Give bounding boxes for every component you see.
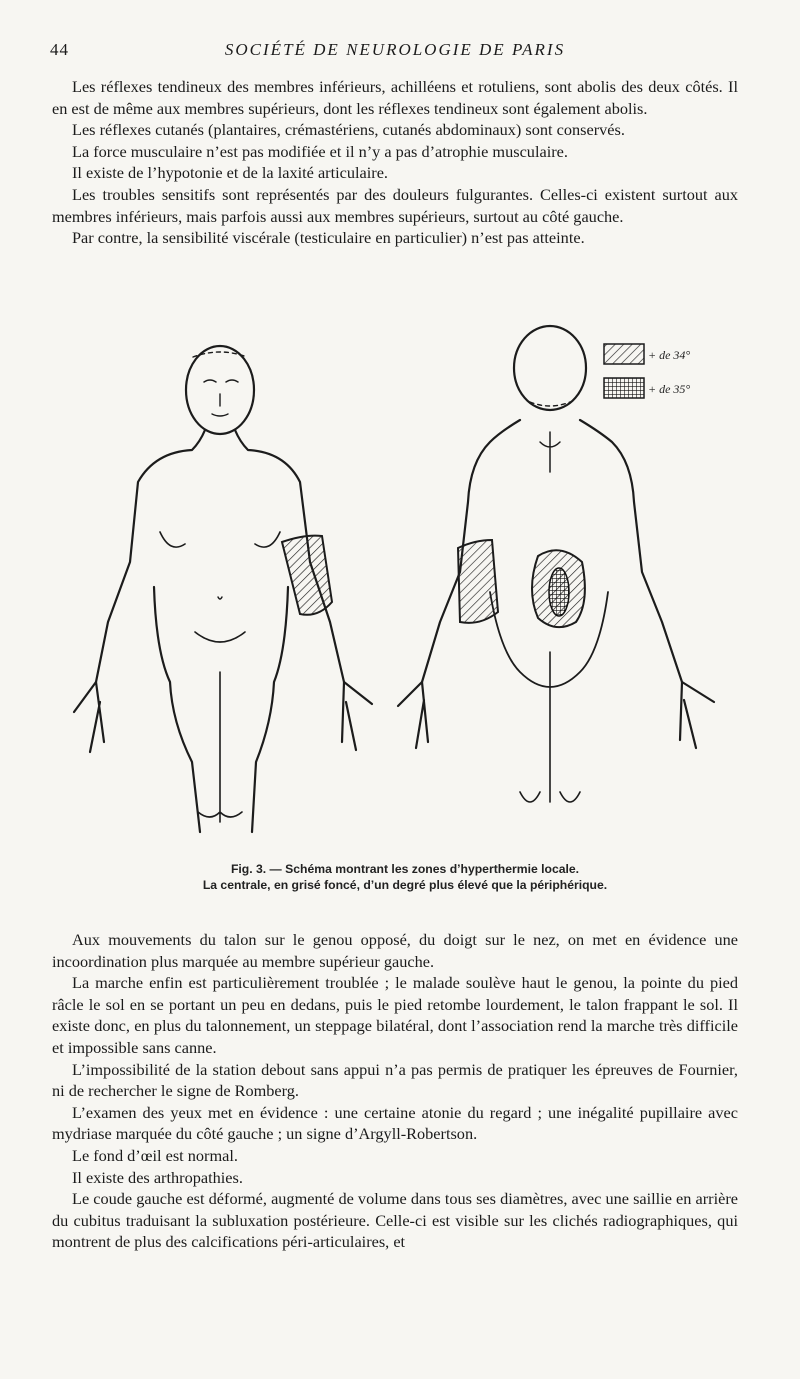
caption-line: Fig. 3. — Schéma montrant les zones d’hyperthermie locale.	[230, 862, 580, 876]
hyperthermia-zone-back-lumbar	[532, 550, 585, 627]
legend-label: + de 35°	[648, 382, 691, 396]
paragraph: La force musculaire n’est pas modifiée et il n’y a pas d’atrophie musculaire.	[72, 141, 568, 161]
figure-legend	[604, 344, 690, 398]
paragraph: Aux mouvements du talon sur le genou opposé, du doigt sur le nez, on met en évidence une incoordination plus marquée au membre supérieur gauche.	[52, 930, 738, 971]
paragraph: L’impossibilité de la station debout sans appui n’a pas permis de pratiquer les épreuves de Fournier, ni de rechercher le signe de Romberg.	[52, 1059, 738, 1101]
paragraph: La marche enfin est particulièrement troublée ; le malade soulève haut le genou, la pointe du pied râcle le sol en se portant un peu en dedans, puis le pied retombe lourdement, le talon frappant le sol. Il existe donc, en plus du talonnement, un steppage bilatéral, dont l’association rend la marche très difficile et impossible sans canne.	[52, 973, 738, 1057]
hyperthermia-zone-front-arm	[282, 536, 332, 615]
hyperthermia-zone-back-arm	[458, 540, 498, 623]
running-title: SOCIÉTÉ DE NEUROLOGIE DE PARIS	[224, 40, 566, 59]
text-block-top	[52, 76, 738, 249]
figure-caption	[60, 861, 750, 893]
body-diagram-figure	[60, 322, 750, 852]
paragraph: L’examen des yeux met en évidence : une certaine atonie du regard ; une inégalité pupillaire avec mydriase marquée du côté gauche ; un signe d’Argyll-Robertson.	[52, 1102, 738, 1144]
page-number: 44	[50, 40, 69, 59]
legend-swatch-hatched	[604, 344, 644, 364]
legend-swatch-crosshatch	[604, 378, 644, 398]
paragraph: Les troubles sensitifs sont représentés par des douleurs fulgurantes. Celles-ci existent surtout aux membres inférieurs, mais parfois aussi aux membres supérieurs, surtout au côté gauche.	[52, 184, 738, 226]
paragraph: Les réflexes tendineux des membres inférieurs, achilléens et rotuliens, sont abolis des deux côtés. Il en est de même aux membres supérieurs, dont les réflexes tendineux sont également abolis.	[52, 77, 738, 118]
paragraph: Le coude gauche est déformé, augmenté de volume dans tous ses diamètres, avec une saillie en arrière du cubitus traduisant la subluxation postérieure. Celle-ci est visible sur les clichés radiographiques, qui montrent de plus des calcifications péri-articulaires, et	[52, 1189, 738, 1252]
paragraph: Il existe des arthropathies.	[72, 1167, 243, 1187]
paragraph: Le fond d’œil est normal.	[72, 1145, 238, 1165]
paragraph: Les réflexes cutanés (plantaires, crémastériens, cutanés abdominaux) sont conservés.	[72, 120, 625, 140]
caption-line: La centrale, en grisé foncé, d’un degré plus élevé que la périphérique.	[202, 878, 608, 892]
paragraph: Par contre, la sensibilité viscérale (testiculaire en particulier) n’est pas atteinte.	[72, 228, 585, 248]
legend-label: + de 34°	[648, 348, 691, 362]
paragraph: Il existe de l’hypotonie et de la laxité articulaire.	[72, 163, 388, 183]
text-block-bottom	[52, 929, 738, 1253]
page-header	[50, 36, 740, 64]
